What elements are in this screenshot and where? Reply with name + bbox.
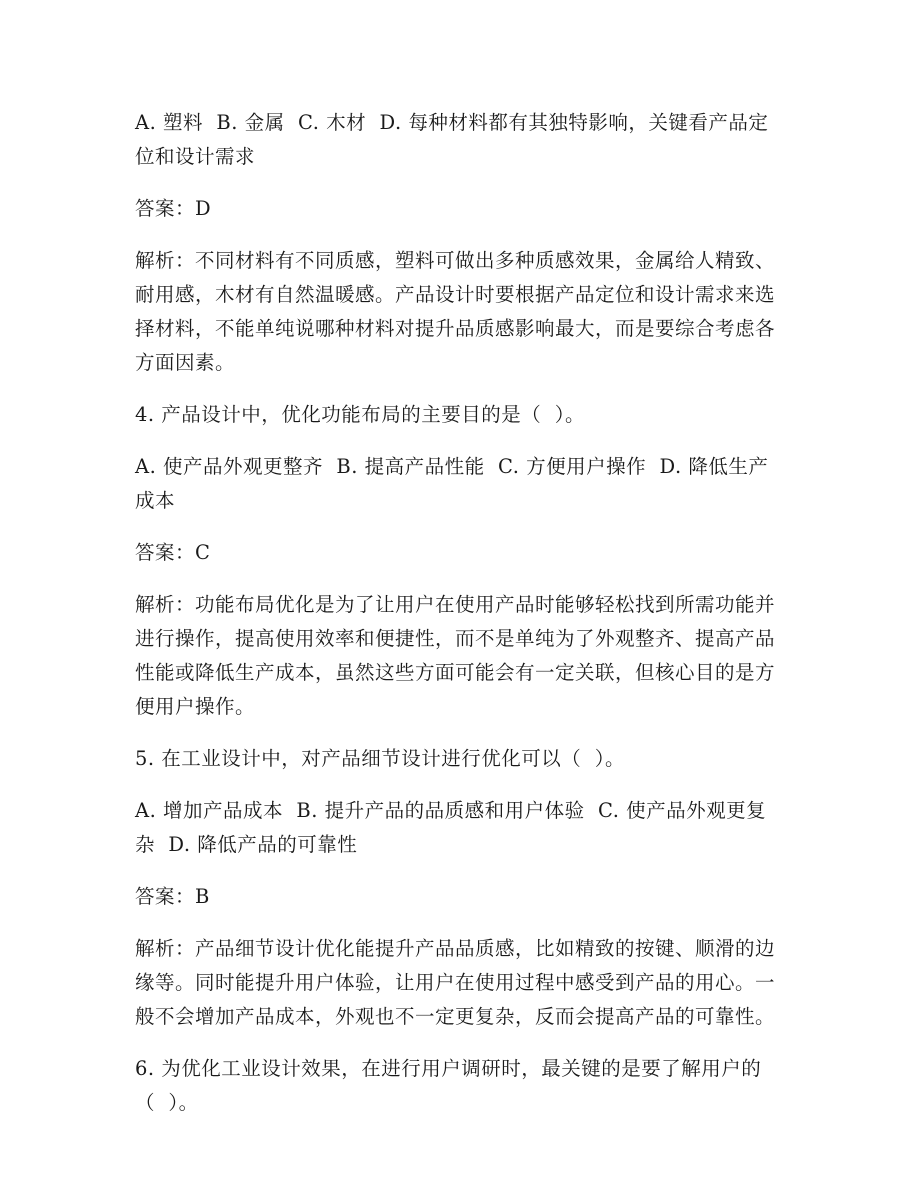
q4-options: A. 使产品外观更整齐 B. 提高产品性能 C. 方便用户操作 D. 降低生产成本 bbox=[135, 455, 769, 512]
q3-options: A. 塑料 B. 金属 C. 木材 D. 每种材料都有其独特影响，关键看产品定位和设计需求 bbox=[135, 111, 769, 168]
q6-question: 6. 为优化工业设计效果，在进行用户调研时，最关键的是要了解用户的（ ）。 bbox=[135, 1057, 762, 1114]
q3-explanation: 解析：不同材料有不同质感，塑料可做出多种质感效果，金属给人精致、耐用感，木材有自然温暖感。产品设计时要根据产品定位和设计需求来选择材料，不能单纯说哪种材料对提升品质感影响最大，而是要综合考虑各方面因素。 bbox=[135, 249, 776, 374]
q4-question: 4. 产品设计中，优化功能布局的主要目的是（ ）。 bbox=[135, 403, 585, 426]
q5-question: 5. 在工业设计中，对产品细节设计进行优化可以（ ）。 bbox=[135, 747, 625, 770]
q4-explanation: 解析：功能布局优化是为了让用户在使用产品时能够轻松找到所需功能并进行操作，提高使用效率和便捷性，而不是单纯为了外观整齐、提高产品性能或降低生产成本，虽然这些方面可能会有一定关联，但核心目的是方便用户操作。 bbox=[135, 593, 776, 718]
q3-answer: 答案：D bbox=[135, 197, 212, 220]
q5-answer: 答案：B bbox=[135, 885, 210, 908]
document-body bbox=[135, 106, 775, 1138]
q5-explanation: 解析：产品细节设计优化能提升产品品质感，比如精致的按键、顺滑的边缘等。同时能提升用户体验，让用户在使用过程中感受到产品的用心。一般不会增加产品成本，外观也不一定更复杂，反而会提高产品的可靠性。 bbox=[135, 937, 776, 1028]
q4-answer: 答案：C bbox=[135, 541, 211, 564]
q5-options: A. 增加产品成本 B. 提升产品的品质感和用户体验 C. 使产品外观更复杂 D. 降低产品的可靠性 bbox=[135, 799, 767, 856]
